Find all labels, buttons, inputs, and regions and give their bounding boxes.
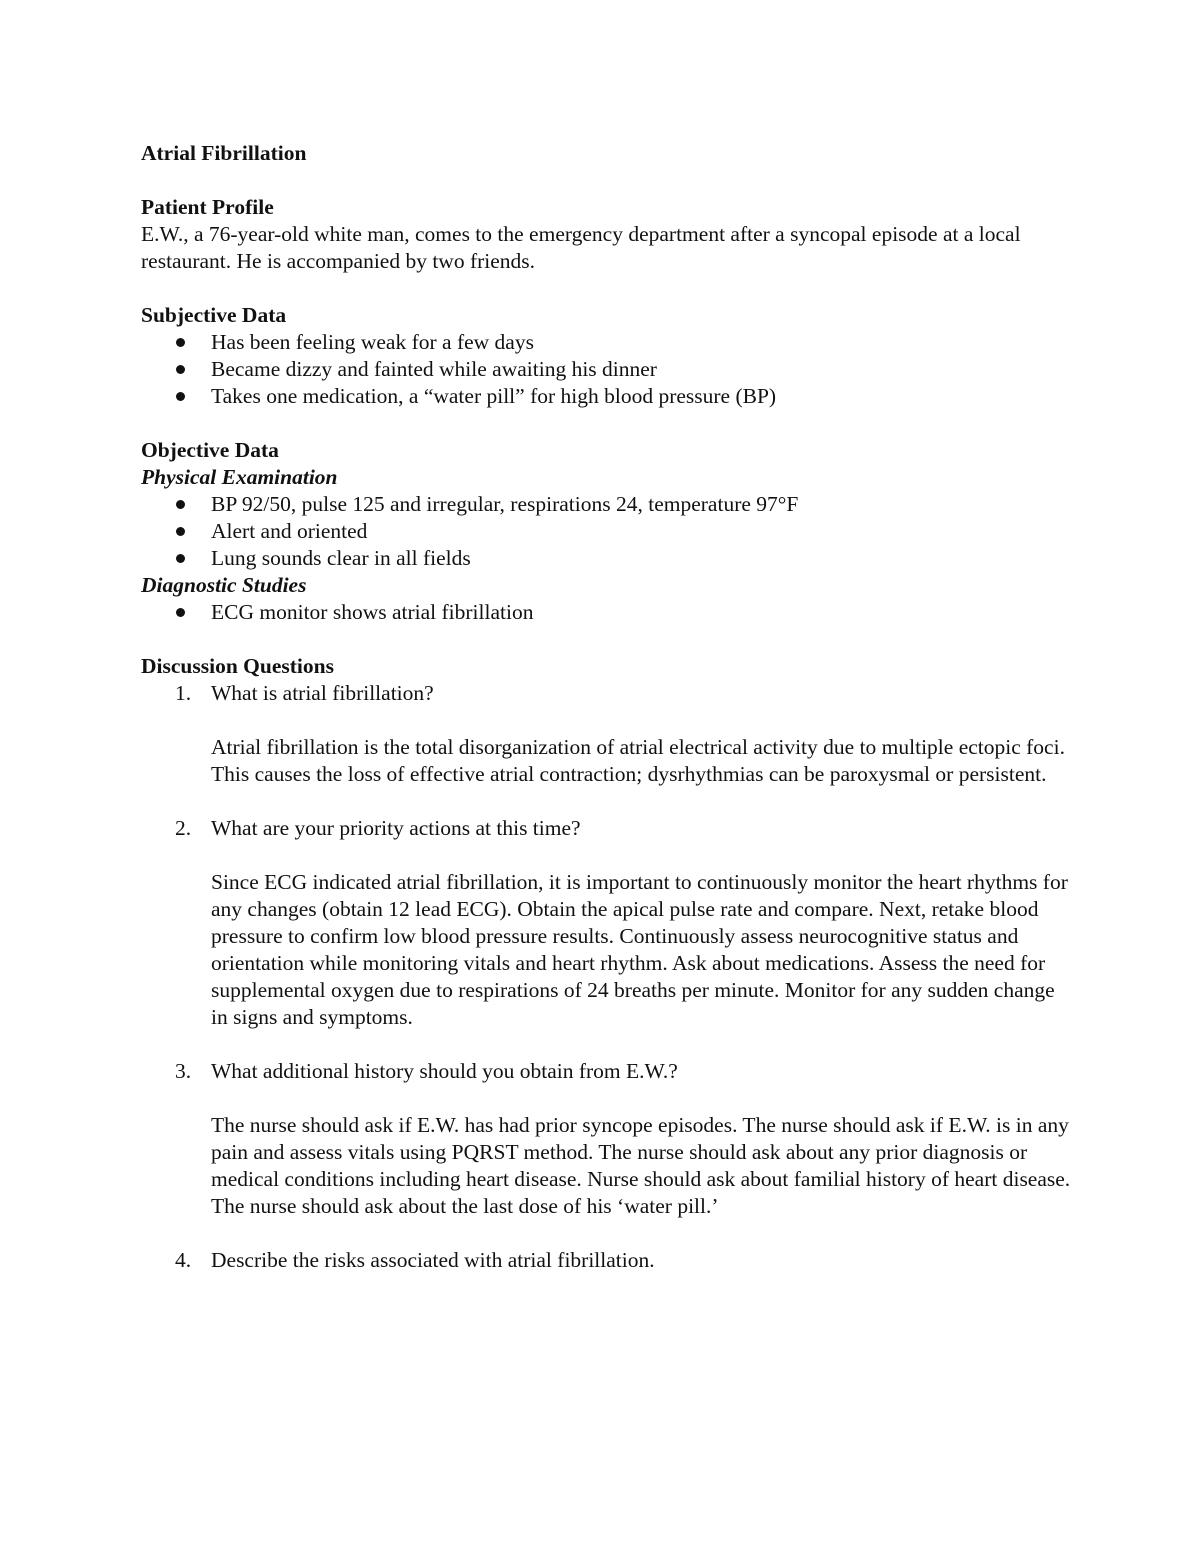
list-item-text: ECG monitor shows atrial fibrillation: [211, 600, 534, 624]
list-item: [141, 329, 1071, 356]
list-item: [141, 599, 1071, 626]
spacer: [141, 167, 1071, 194]
list-item: [141, 491, 1071, 518]
list-item: [141, 545, 1071, 572]
list-item-text: BP 92/50, pulse 125 and irregular, respirations 24, temperature 97°F: [211, 492, 799, 516]
list-item-text: Has been feeling weak for a few days: [211, 330, 534, 354]
question-text: What additional history should you obtain from E.W.?: [211, 1059, 678, 1083]
list-item: [141, 518, 1071, 545]
spacer: [211, 788, 1071, 815]
discussion-questions-list: [141, 680, 1071, 1274]
bullet-icon: [176, 392, 185, 401]
spacer: [211, 1031, 1071, 1058]
spacer: [141, 626, 1071, 653]
spacer: [141, 275, 1071, 302]
physical-examination-heading: Physical Examination: [141, 465, 338, 489]
list-item-text: Lung sounds clear in all fields: [211, 546, 471, 570]
question-text: Describe the risks associated with atrial fibrillation.: [211, 1248, 655, 1272]
bullet-icon: [176, 554, 185, 563]
bullet-icon: [176, 365, 185, 374]
spacer: [141, 410, 1071, 437]
question-number: 4.: [175, 1248, 192, 1272]
spacer: [211, 707, 1071, 734]
question-number: 1.: [175, 681, 192, 705]
question-item: [141, 1247, 1071, 1274]
subjective-data-list: [141, 329, 1071, 410]
spacer: [211, 1085, 1071, 1112]
physical-examination-list: [141, 491, 1071, 572]
question-text: What is atrial fibrillation?: [211, 681, 434, 705]
question-number: 2.: [175, 816, 192, 840]
list-item: [141, 383, 1071, 410]
bullet-icon: [176, 338, 185, 347]
list-item: [141, 356, 1071, 383]
question-number: 3.: [175, 1059, 192, 1083]
spacer: [211, 842, 1071, 869]
subjective-data-heading: Subjective Data: [141, 303, 287, 327]
question-item: [141, 1058, 1071, 1247]
bullet-icon: [176, 608, 185, 617]
diagnostic-studies-list: [141, 599, 1071, 626]
bullet-icon: [176, 500, 185, 509]
answer-text: Atrial fibrillation is the total disorganization of atrial electrical activity due to multiple ectopic foci. This causes the loss of effective atrial contraction; dysrhythmias can be paroxysmal or persistent.: [211, 735, 1065, 786]
patient-profile-heading: Patient Profile: [141, 195, 274, 219]
objective-data-heading: Objective Data: [141, 438, 279, 462]
diagnostic-studies-heading: Diagnostic Studies: [141, 573, 307, 597]
document-title: Atrial Fibrillation: [141, 141, 307, 165]
answer-text: The nurse should ask if E.W. has had prior syncope episodes. The nurse should ask if E.W. is in any pain and assess vitals using PQRST method. The nurse should ask about any prior diagnosis or medical conditions including heart disease. Nurse should ask about familial history of heart disease. The nurse should ask about the last dose of his ‘water pill.’: [211, 1113, 1071, 1218]
list-item-text: Became dizzy and fainted while awaiting his dinner: [211, 357, 657, 381]
document-page: [141, 140, 1071, 1274]
spacer: [211, 1220, 1071, 1247]
answer-text: Since ECG indicated atrial fibrillation, it is important to continuously monitor the heart rhythms for any changes (obtain 12 lead ECG). Obtain the apical pulse rate and compare. Next, retake blood pressure to confirm low blood pressure results. Continuously assess neurocognitive status and orientation while monitoring vitals and heart rhythm. Ask about medications. Assess the need for supplemental oxygen due to respirations of 24 breaths per minute. Monitor for any sudden change in signs and symptoms.: [211, 870, 1068, 1029]
patient-profile-text: E.W., a 76-year-old white man, comes to the emergency department after a syncopal episode at a local restaurant. He is accompanied by two friends.: [141, 222, 1021, 273]
question-item: [141, 815, 1071, 1058]
discussion-questions-heading: Discussion Questions: [141, 654, 334, 678]
bullet-icon: [176, 527, 185, 536]
list-item-text: Alert and oriented: [211, 519, 368, 543]
question-item: [141, 680, 1071, 815]
list-item-text: Takes one medication, a “water pill” for high blood pressure (BP): [211, 384, 777, 408]
question-text: What are your priority actions at this time?: [211, 816, 581, 840]
